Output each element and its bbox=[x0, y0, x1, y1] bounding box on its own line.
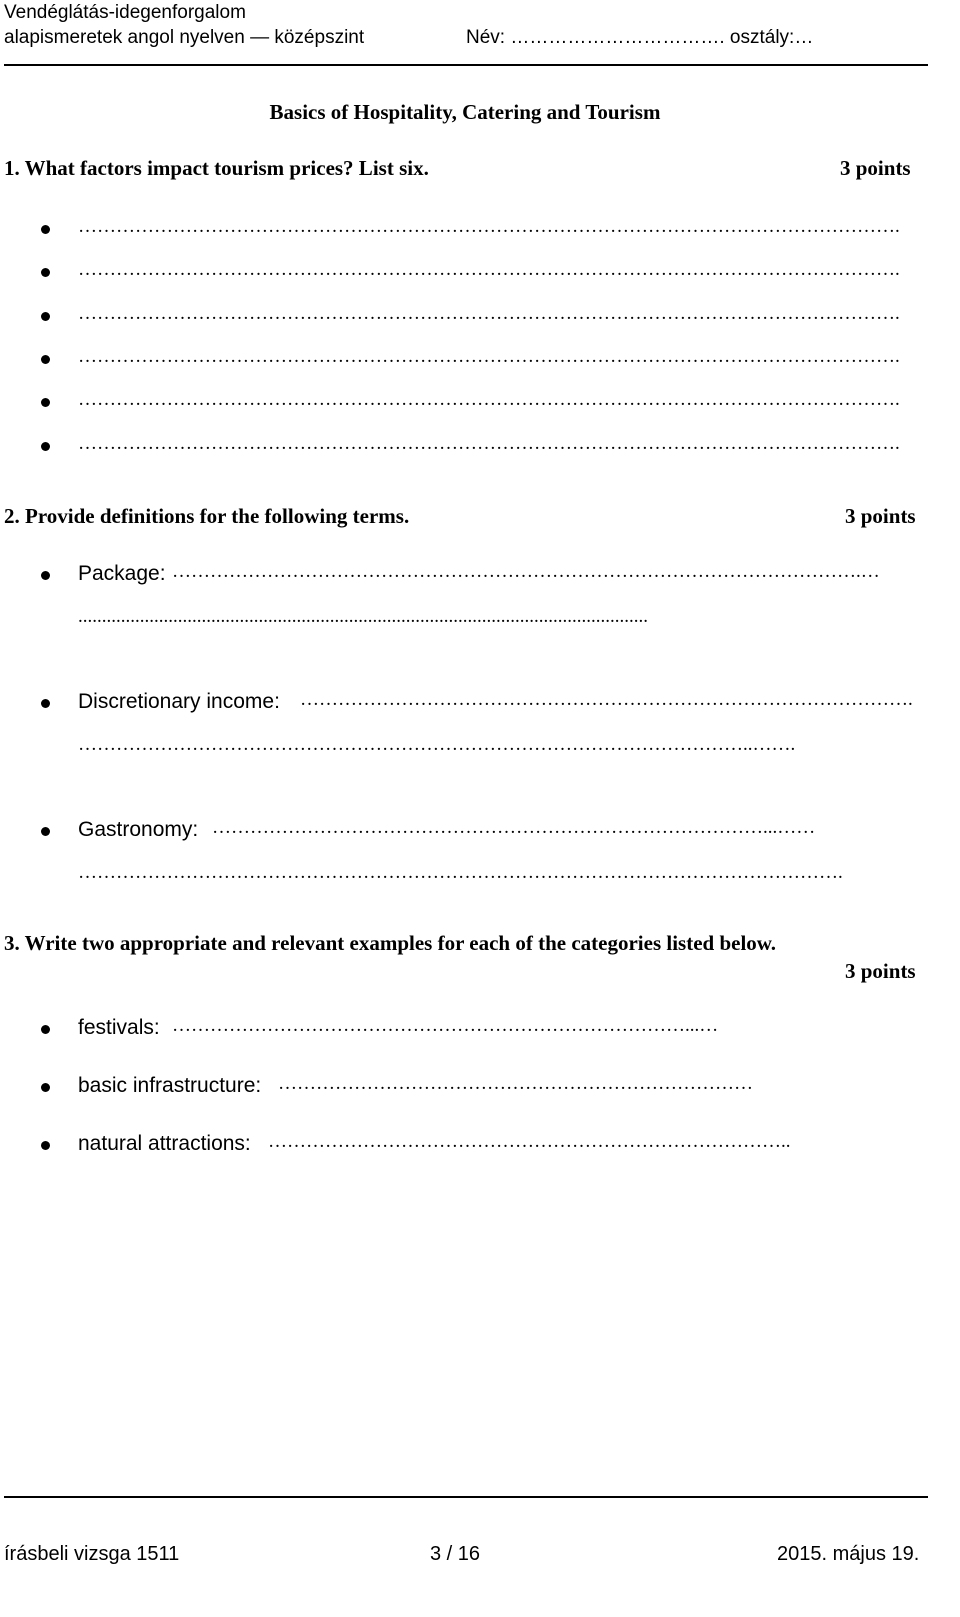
bullet-icon bbox=[41, 1083, 50, 1092]
q1-answer-line-6: …………………………………………………………………………………………………………………. bbox=[78, 433, 900, 454]
footer-exam-code: írásbeli vizsga 1511 bbox=[4, 1543, 180, 1565]
q1-answer-line-3: …………………………………………………………………………………………………………………. bbox=[78, 303, 900, 324]
page-title: Basics of Hospitality, Catering and Tourism bbox=[269, 100, 661, 124]
q2-package-line-2: ........................................................................................................................ bbox=[78, 606, 648, 627]
bullet-icon bbox=[41, 699, 50, 708]
q2-discretionary-line-1: ……………………………………………………………………………………. bbox=[300, 689, 913, 710]
q3-infrastructure-line: ………………………………………………………………… bbox=[278, 1073, 753, 1094]
q2-gastronomy-label: Gastronomy: bbox=[78, 818, 199, 841]
q3-natural-label: natural attractions: bbox=[78, 1132, 251, 1155]
q1-answer-line-5: …………………………………………………………………………………………………………………. bbox=[78, 389, 900, 410]
q3-points: 3 points bbox=[845, 959, 916, 983]
bullet-icon bbox=[41, 225, 50, 234]
q1-answer-line-4: …………………………………………………………………………………………………………………. bbox=[78, 346, 900, 367]
bullet-icon bbox=[41, 355, 50, 364]
q2-question: 2. Provide definitions for the following terms. bbox=[4, 504, 410, 528]
footer-date: 2015. május 19. bbox=[777, 1543, 920, 1565]
header-subject-line1: Vendéglátás-idegenforgalom bbox=[4, 2, 246, 23]
q1-question: 1. What factors impact tourism prices? List six. bbox=[4, 156, 429, 180]
bullet-icon bbox=[41, 312, 50, 321]
q2-gastronomy-line-2: …………………………………………………………………………………………………………. bbox=[78, 862, 843, 883]
q2-points: 3 points bbox=[845, 504, 916, 528]
footer-rule bbox=[4, 1496, 928, 1498]
q1-answer-line-2: …………………………………………………………………………………………………………………. bbox=[78, 259, 900, 280]
bullet-icon bbox=[41, 827, 50, 836]
q2-package-label: Package: bbox=[78, 562, 166, 585]
q3-festivals-label: festivals: bbox=[78, 1016, 160, 1039]
q1-answer-line-1: …………………………………………………………………………………………………………………. bbox=[78, 216, 900, 237]
bullet-icon bbox=[41, 571, 50, 580]
q3-natural-line: ……………………………………………………………………….. bbox=[268, 1131, 791, 1152]
q2-discretionary-line-2: ……………………………………………………………………………………………..……. bbox=[78, 734, 796, 755]
header-subject-line2: alapismeretek angol nyelven — középszint bbox=[4, 27, 365, 48]
bullet-icon bbox=[41, 1025, 50, 1034]
footer-page-number: 3 / 16 bbox=[430, 1543, 481, 1565]
q3-festivals-line: ………………………………………………………………………...… bbox=[172, 1015, 719, 1036]
q2-discretionary-label: Discretionary income: bbox=[78, 690, 280, 713]
header-name-field: Név: ……………………………. osztály:… bbox=[466, 27, 814, 48]
q2-package-line-1: ……………………………………………………………………………………………….… bbox=[172, 561, 880, 582]
bullet-icon bbox=[41, 1141, 50, 1150]
header-rule bbox=[4, 64, 928, 66]
q1-points: 3 points bbox=[840, 156, 911, 180]
bullet-icon bbox=[41, 398, 50, 407]
q2-gastronomy-line-1: ……………………………………………………………………………...…… bbox=[212, 817, 816, 838]
bullet-icon bbox=[41, 268, 50, 277]
bullet-icon bbox=[41, 442, 50, 451]
q3-infrastructure-label: basic infrastructure: bbox=[78, 1074, 262, 1097]
q3-question: 3. Write two appropriate and relevant examples for each of the categories listed below. bbox=[4, 931, 777, 955]
